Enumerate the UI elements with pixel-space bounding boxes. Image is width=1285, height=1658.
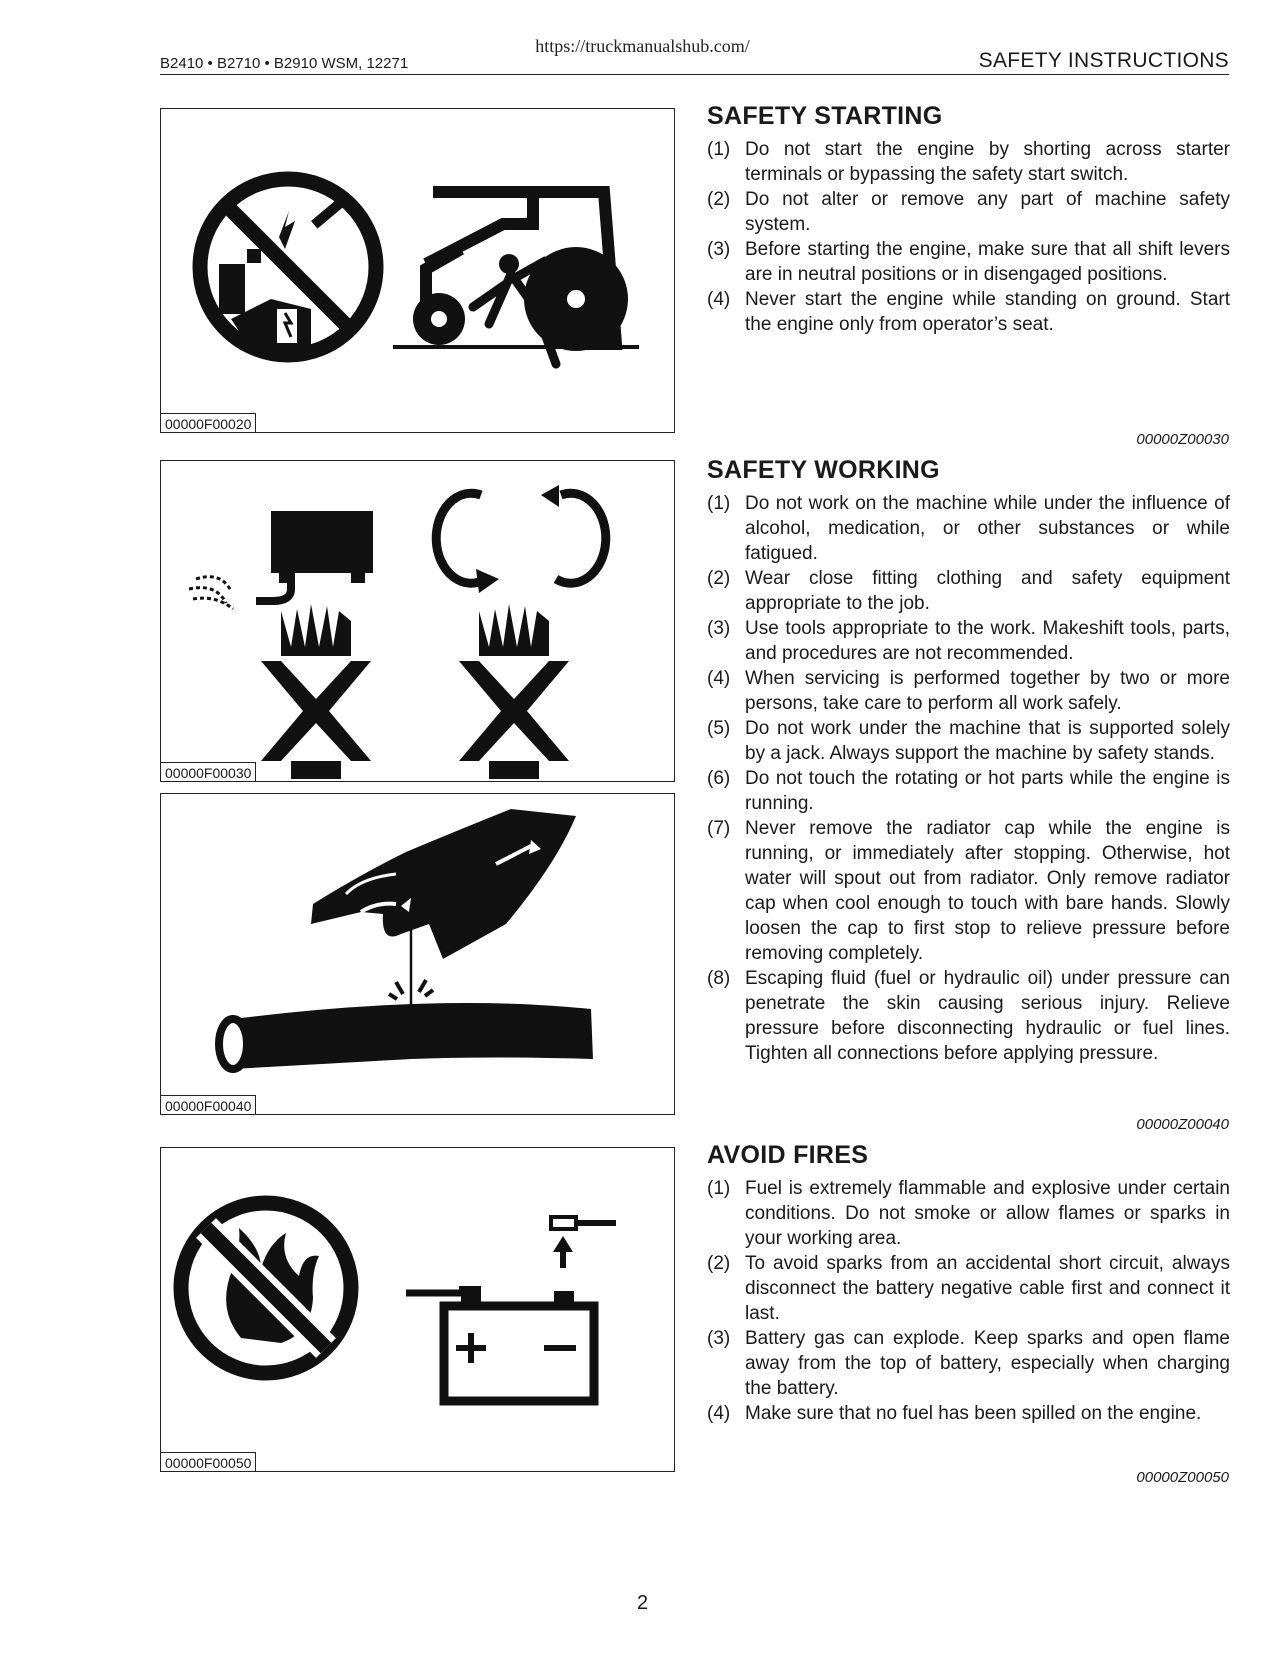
no-fire-and-battery-disconnect-icon	[161, 1148, 673, 1470]
reference-code: 00000Z00050	[1136, 1469, 1229, 1486]
figure-code: 00000F00030	[161, 762, 256, 781]
figure-rotating-hot-parts	[160, 460, 675, 782]
list-item: (7) Never remove the radiator cap while the engine is running, or immediately after stopping. Otherwise, hot water will spout out from radiator. Only remove radiator cap when cool enough to touch with bare hands. Slowly loosen the cap to first stop to relieve pressure before removing completely.	[707, 818, 1230, 964]
header-rule	[160, 74, 1229, 75]
figure-code: 00000F00050	[161, 1452, 256, 1471]
safety-starting-list	[707, 137, 1230, 337]
figure-fluid-penetration	[160, 793, 675, 1115]
no-touch-rotating-and-hot-parts-icon	[161, 461, 673, 780]
list-item: (3) Before starting the engine, make sure that all shift levers are in neutral positions or in disengaged positions.	[707, 239, 1230, 285]
figure-code: 00000F00040	[161, 1095, 256, 1114]
avoid-fires-list	[707, 1176, 1230, 1426]
reference-code: 00000Z00030	[1136, 431, 1229, 448]
list-item: (2) Wear close fitting clothing and safety equipment appropriate to the job.	[707, 568, 1230, 614]
list-item: (4) Make sure that no fuel has been spilled on the engine.	[707, 1403, 1202, 1424]
figure-code: 00000F00020	[161, 413, 256, 432]
list-item: (2) Do not alter or remove any part of machine safety system.	[707, 189, 1230, 235]
high-pressure-fluid-penetration-icon	[161, 794, 673, 1113]
list-item: (4) When servicing is performed together by two or more persons, take care to perform all work safely.	[707, 668, 1230, 714]
page-number: 2	[636, 1592, 649, 1614]
model-line: B2410 • B2710 • B2910 WSM, 12271	[160, 55, 409, 72]
no-short-start-and-tractor-runover-icon	[161, 109, 673, 431]
list-item: (2) To avoid sparks from an accidental short circuit, always disconnect the battery negative cable first and connect it last.	[707, 1253, 1230, 1324]
section-title-safety-working: SAFETY WORKING	[707, 456, 940, 484]
figure-safety-starting	[160, 108, 675, 433]
list-item: (3) Battery gas can explode. Keep sparks and open flame away from the top of battery, especially when charging the battery.	[707, 1328, 1230, 1399]
list-item: (1) Do not work on the machine while under the influence of alcohol, medication, or other substances or while fatigued.	[707, 493, 1230, 564]
list-item: (4) Never start the engine while standing on ground. Start the engine only from operator’s seat.	[707, 289, 1230, 335]
figure-avoid-fires	[160, 1147, 675, 1472]
list-item: (1) Do not start the engine by shorting across starter terminals or bypassing the safety start switch.	[707, 139, 1230, 185]
section-title-avoid-fires: AVOID FIRES	[707, 1141, 869, 1169]
list-item: (8) Escaping fluid (fuel or hydraulic oil) under pressure can penetrate the skin causing serious injury. Relieve pressure before disconnecting hydraulic or fuel lines. Tighten all connections before applying pressure.	[707, 968, 1230, 1064]
safety-working-list	[707, 491, 1230, 1066]
list-item: (6) Do not touch the rotating or hot parts while the engine is running.	[707, 768, 1230, 814]
section-title-safety-starting: SAFETY STARTING	[707, 102, 943, 130]
list-item: (1) Fuel is extremely flammable and explosive under certain conditions. Do not smoke or allow flames or sparks in your working area.	[707, 1178, 1230, 1249]
section-header: SAFETY INSTRUCTIONS	[978, 49, 1229, 72]
reference-code: 00000Z00040	[1136, 1116, 1229, 1133]
list-item: (5) Do not work under the machine that is supported solely by a jack. Always support the machine by safety stands.	[707, 718, 1230, 764]
source-url[interactable]: https://truckmanualshub.com/	[535, 36, 750, 56]
list-item: (3) Use tools appropriate to the work. Makeshift tools, parts, and procedures are not recommended.	[707, 618, 1230, 664]
